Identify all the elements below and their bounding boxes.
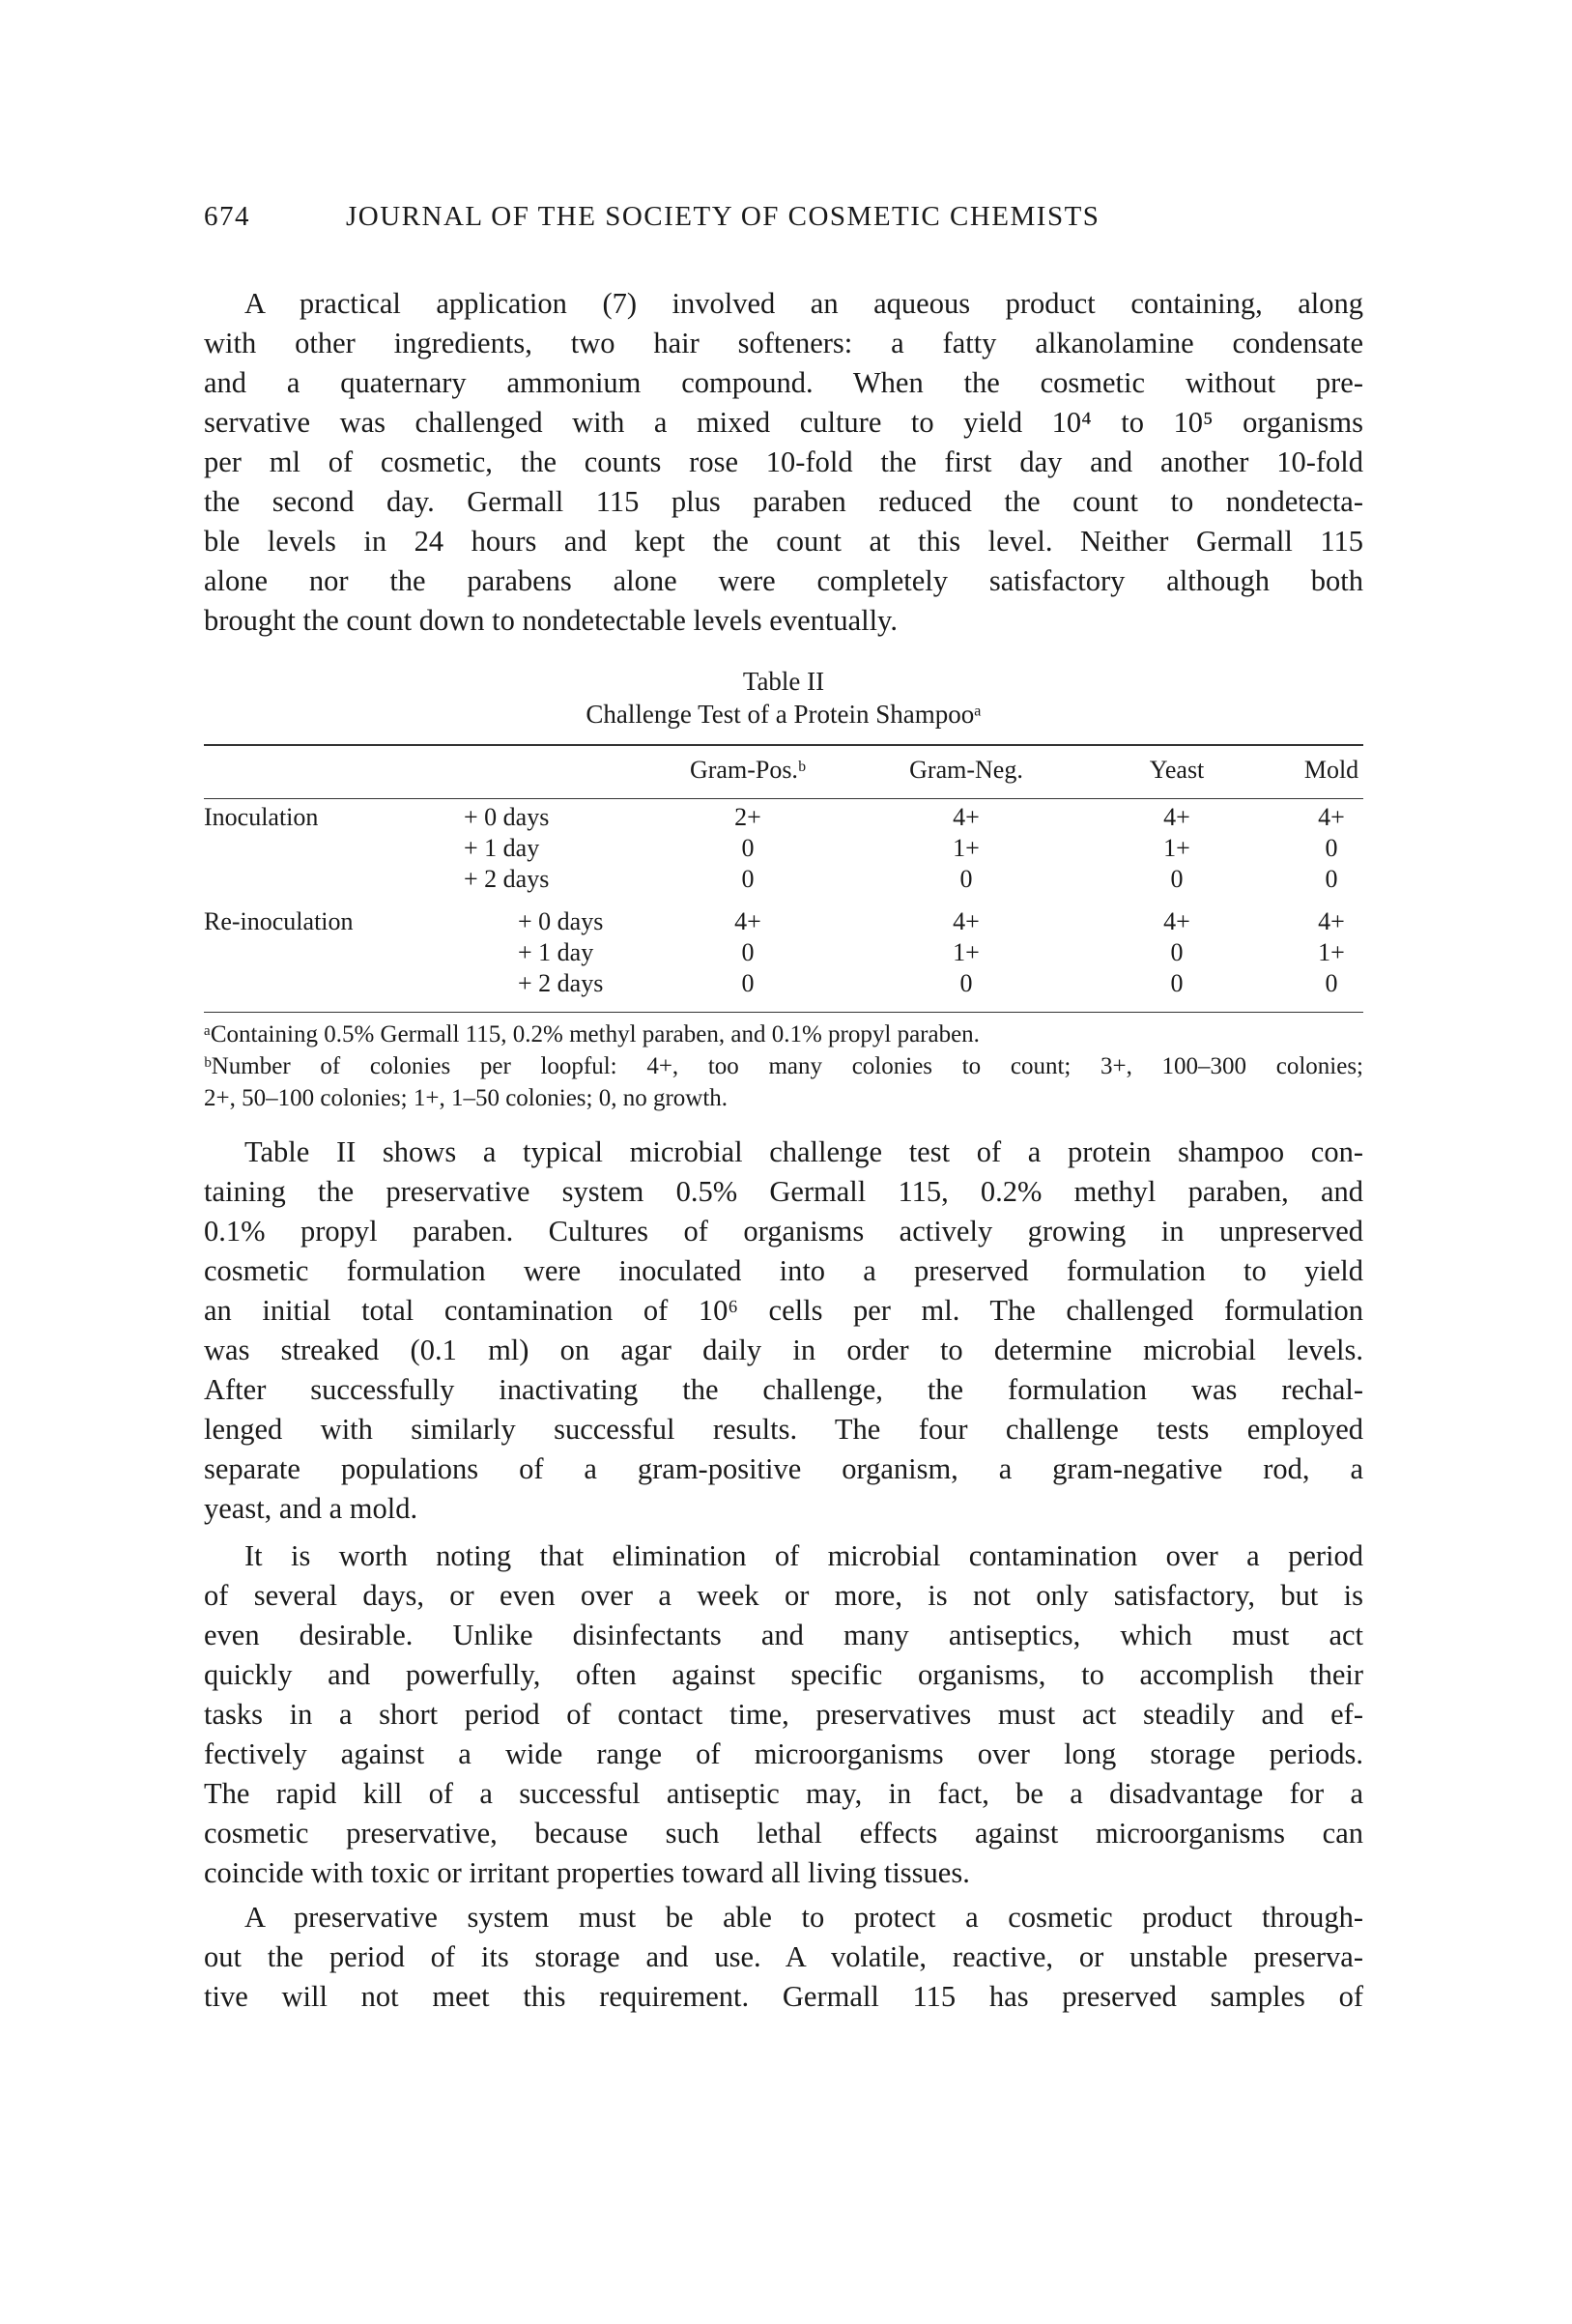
text-line: The rapid kill of a successful antiseptic may, in fact, be a disadvantage for a [204, 1777, 1363, 1810]
table-cell: 0 [1325, 969, 1338, 997]
table-cell: 0 [741, 969, 755, 997]
table-cell: 4+ [1163, 907, 1190, 935]
table-cell: 0 [1170, 969, 1184, 997]
text-line: quickly and powerfully, often against specific organisms, to accomplish their [204, 1658, 1363, 1691]
table-top-rule [204, 744, 1363, 746]
column-header: Gram-Neg. [909, 756, 1023, 784]
table-row [204, 968, 1363, 999]
table-cell: 0 [1325, 865, 1338, 893]
text-line: separate populations of a gram-positive organism, a gram-negative rod, a [204, 1452, 1363, 1485]
row-label: + 2 days [518, 969, 604, 997]
text-line: tasks in a short period of contact time, preservatives must act steadily and ef- [204, 1698, 1363, 1731]
table-cell: 4+ [1318, 907, 1345, 935]
table-cell: 2+ [734, 803, 761, 831]
text-line: out the period of its storage and use. A volatile, reactive, or unstable preserva- [204, 1940, 1363, 1973]
column-header: Gram-Pos.ᵇ [690, 756, 806, 784]
text-line: lenged with similarly successful results. The four challenge tests employed [204, 1413, 1363, 1446]
paragraph-1 [204, 284, 1363, 641]
text-line: After successfully inactivating the challenge, the formulation was rechal- [204, 1373, 1363, 1406]
table-cell: 0 [741, 865, 755, 893]
paragraph-3 [204, 1536, 1363, 1893]
column-header: Yeast [1149, 756, 1205, 784]
column-header: Mold [1303, 756, 1359, 784]
paragraph-4 [204, 1898, 1363, 2017]
row-label: + 0 days [464, 803, 550, 831]
paragraph-2 [204, 1133, 1363, 1529]
table-cell: 0 [1170, 865, 1184, 893]
text-line: 0.1% propyl paraben. Cultures of organisms actively growing in unpreserved [204, 1215, 1363, 1248]
text-line: A practical application (7) involved an aqueous product containing, along [244, 287, 1363, 320]
table-label: Table II [742, 667, 825, 696]
page-number: 674 [204, 201, 250, 232]
text-line: yeast, and a mold. [204, 1492, 418, 1525]
footnote-a: ᵃContaining 0.5% Germall 115, 0.2% methyl paraben, and 0.1% propyl paraben. [204, 1021, 980, 1047]
text-line: tive will not meet this requirement. Germall 115 has preserved samples of [204, 1980, 1363, 2013]
table-cell: 4+ [953, 907, 980, 935]
table-row [204, 906, 1363, 937]
table-cell: 1+ [1163, 834, 1190, 862]
table-cell: 1+ [953, 938, 980, 966]
table-cell: 0 [741, 938, 755, 966]
text-line: alone nor the parabens alone were completely satisfactory although both [204, 564, 1363, 597]
row-label: + 2 days [464, 865, 550, 893]
table-title: Challenge Test of a Protein Shampooᵃ [586, 700, 982, 729]
table-cell: 0 [1170, 938, 1184, 966]
footnote-b-continued: 2+, 50–100 colonies; 1+, 1–50 colonies; 0, no growth. [204, 1085, 729, 1111]
table-cell: 4+ [1318, 803, 1345, 831]
group-label: Inoculation [204, 803, 319, 831]
row-label: + 1 day [518, 938, 594, 966]
table-cell: 0 [959, 865, 973, 893]
text-line: A preservative system must be able to protect a cosmetic product through- [244, 1901, 1363, 1934]
table-row [204, 833, 1363, 864]
journal-title: JOURNAL OF THE SOCIETY OF COSMETIC CHEMISTS [346, 201, 1100, 232]
table-cell: 1+ [1318, 938, 1345, 966]
text-line: taining the preservative system 0.5% Germall 115, 0.2% methyl paraben, and [204, 1175, 1363, 1208]
text-line: and a quaternary ammonium compound. When the cosmetic without pre- [204, 366, 1363, 399]
text-line: per ml of cosmetic, the counts rose 10-fold the first day and another 10-fold [204, 445, 1363, 478]
text-line: an initial total contamination of 10⁶ cells per ml. The challenged formulation [204, 1294, 1363, 1327]
row-label: + 0 days [518, 907, 604, 935]
row-label: + 1 day [464, 834, 540, 862]
text-line: brought the count down to nondetectable levels eventually. [204, 604, 898, 637]
table-row [204, 802, 1363, 833]
text-line: servative was challenged with a mixed culture to yield 10⁴ to 10⁵ organisms [204, 406, 1363, 439]
table-cell: 4+ [1163, 803, 1190, 831]
table-cell: 0 [1325, 834, 1338, 862]
footnote-b: ᵇNumber of colonies per loopful: 4+, too many colonies to count; 3+, 100–300 colonies; [204, 1053, 1363, 1079]
text-line: Table II shows a typical microbial challenge test of a protein shampoo con- [244, 1135, 1363, 1168]
table-cell: 4+ [734, 907, 761, 935]
text-line: ble levels in 24 hours and kept the count at this level. Neither Germall 115 [204, 525, 1363, 558]
text-line: cosmetic preservative, because such lethal effects against microorganisms can [204, 1817, 1363, 1850]
text-line: fectively against a wide range of microorganisms over long storage periods. [204, 1737, 1363, 1770]
table-cell: 0 [959, 969, 973, 997]
text-line: with other ingredients, two hair softeners: a fatty alkanolamine condensate [204, 327, 1363, 359]
text-line: It is worth noting that elimination of microbial contamination over a period [244, 1539, 1363, 1572]
table-row [204, 864, 1363, 895]
text-line: of several days, or even over a week or more, is not only satisfactory, but is [204, 1579, 1363, 1612]
table-bottom-rule [204, 1012, 1363, 1013]
text-line: even desirable. Unlike disinfectants and many antiseptics, which must act [204, 1619, 1363, 1651]
table-cell: 4+ [953, 803, 980, 831]
table-cell: 1+ [953, 834, 980, 862]
table-header-rule [204, 798, 1363, 799]
text-line: the second day. Germall 115 plus paraben reduced the count to nondetecta- [204, 485, 1363, 518]
table-row [204, 937, 1363, 968]
text-line: coincide with toxic or irritant properties toward all living tissues. [204, 1856, 970, 1889]
text-line: was streaked (0.1 ml) on agar daily in order to determine microbial levels. [204, 1334, 1363, 1366]
text-line: cosmetic formulation were inoculated into a preserved formulation to yield [204, 1254, 1363, 1287]
table-cell: 0 [741, 834, 755, 862]
group-label: Re-inoculation [204, 907, 354, 935]
table-footnotes [204, 1019, 1363, 1114]
